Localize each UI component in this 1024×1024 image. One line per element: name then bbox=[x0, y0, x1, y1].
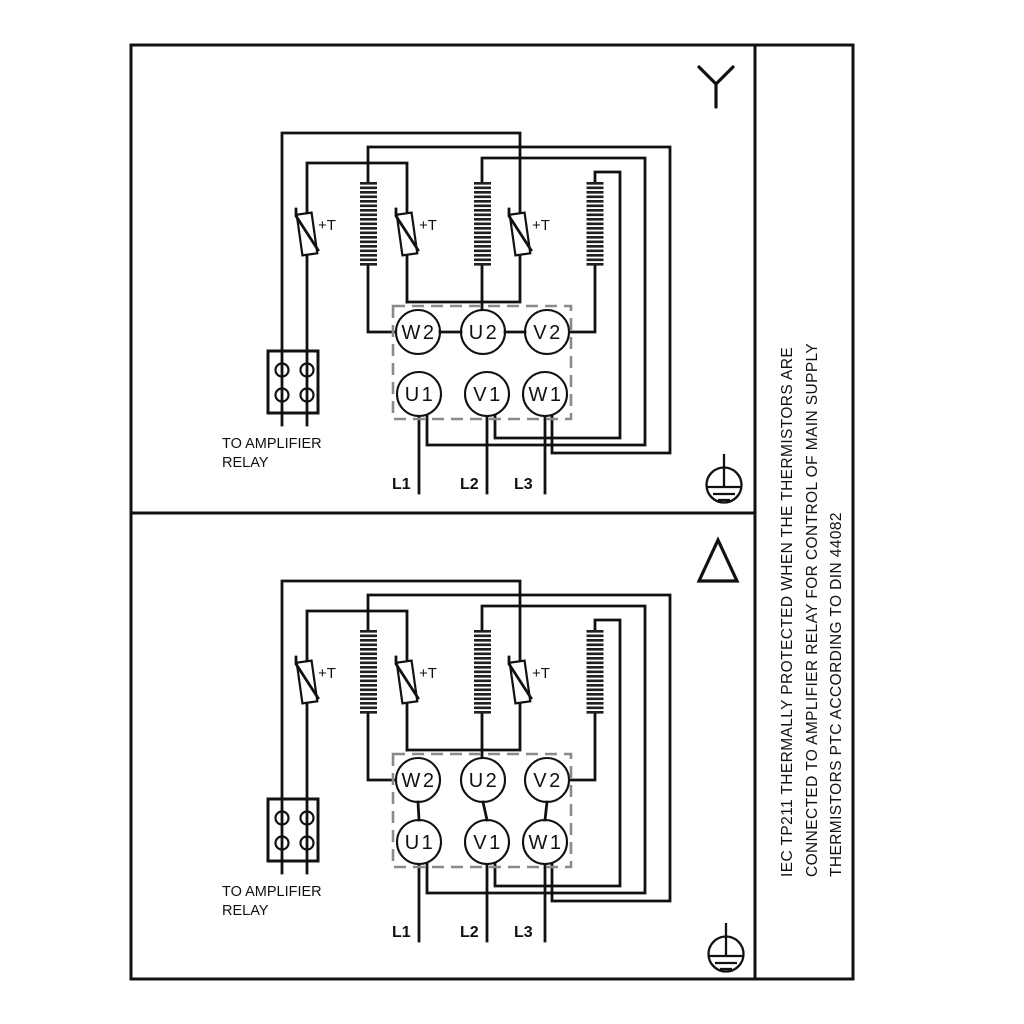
thermistor-symbol bbox=[509, 657, 550, 703]
supply-label-l2: L2 bbox=[460, 924, 479, 941]
delta-circuit bbox=[222, 581, 670, 941]
delta-supply-labels bbox=[392, 924, 533, 941]
terminal-label-w1: W1 bbox=[528, 832, 564, 854]
relay-terminal-box bbox=[268, 351, 318, 413]
thermistor-symbol bbox=[296, 657, 336, 703]
delta-thermistors bbox=[296, 657, 550, 703]
terminal-label-w1: W1 bbox=[528, 384, 564, 406]
wire-thermistor1-to-thermistor2-top bbox=[307, 163, 407, 215]
terminal-label-v1: V1 bbox=[473, 832, 503, 854]
terminal-label-u2: U2 bbox=[468, 770, 500, 792]
star-thermistors bbox=[296, 209, 550, 255]
supply-label-l3: L3 bbox=[514, 476, 533, 493]
terminal-label-v2: V2 bbox=[533, 322, 563, 344]
delta-connection-icon bbox=[699, 540, 737, 581]
thermistor-label: +T bbox=[532, 665, 550, 682]
wire-coil3-to-v2 bbox=[569, 714, 595, 780]
panel-delta bbox=[222, 540, 744, 972]
wire-thermistor3-to-thermistor2 bbox=[407, 253, 520, 302]
relay-caption-line1: TO AMPLIFIER bbox=[222, 436, 322, 452]
earth-ground-icon bbox=[708, 923, 744, 972]
terminal-label-u1: U1 bbox=[404, 832, 436, 854]
delta-terminal-block bbox=[393, 754, 571, 867]
supply-label-l1: L1 bbox=[392, 924, 411, 941]
wire-coil1-to-w2 bbox=[368, 266, 396, 332]
thermistor-symbol bbox=[396, 209, 437, 255]
panel-star bbox=[222, 67, 742, 503]
delta-link-w2-u1 bbox=[418, 802, 419, 820]
terminal-label-w2: W2 bbox=[401, 770, 437, 792]
relay-terminal-box bbox=[268, 799, 318, 861]
relay-caption-line2: RELAY bbox=[222, 455, 269, 471]
terminal-label-v2: V2 bbox=[533, 770, 563, 792]
star-terminal-block bbox=[393, 306, 571, 419]
earth-ground-icon bbox=[706, 454, 742, 503]
thermistor-symbol bbox=[296, 209, 336, 255]
delta-link-v2-w1 bbox=[545, 802, 547, 820]
thermistor-symbol bbox=[509, 209, 550, 255]
star-supply-labels bbox=[392, 476, 533, 493]
wire-thermistor3-to-thermistor2 bbox=[407, 701, 520, 750]
supply-label-l3: L3 bbox=[514, 924, 533, 941]
terminal-label-u2: U2 bbox=[468, 322, 500, 344]
side-note-line3: THERMISTORS PTC ACCORDING TO DIN 44082 bbox=[828, 512, 845, 877]
terminal-label-v1: V1 bbox=[473, 384, 503, 406]
thermistor-label: +T bbox=[318, 217, 336, 234]
relay-caption-line2: RELAY bbox=[222, 903, 269, 919]
thermistor-label: +T bbox=[419, 217, 437, 234]
relay-caption-line1: TO AMPLIFIER bbox=[222, 884, 322, 900]
delta-link-u2-v1 bbox=[483, 802, 487, 820]
thermistor-label: +T bbox=[532, 217, 550, 234]
thermistor-label: +T bbox=[318, 665, 336, 682]
terminal-label-w2: W2 bbox=[401, 322, 437, 344]
supply-label-l1: L1 bbox=[392, 476, 411, 493]
wire-thermistor1-to-thermistor2-top bbox=[307, 611, 407, 663]
side-note-line2: CONNECTED TO AMPLIFIER RELAY FOR CONTROL OF MAIN SUPPLY bbox=[804, 342, 821, 877]
thermistor-symbol bbox=[396, 657, 437, 703]
side-note bbox=[779, 343, 845, 877]
terminal-label-u1: U1 bbox=[404, 384, 436, 406]
wire-coil1-to-w2 bbox=[368, 714, 396, 780]
star-connection-icon bbox=[699, 67, 733, 107]
side-note-line1: IEC TP211 THERMALLY PROTECTED WHEN THE THERMISTORS ARE bbox=[779, 346, 796, 877]
thermistor-label: +T bbox=[419, 665, 437, 682]
wire-coil3-to-v2 bbox=[569, 266, 595, 332]
star-circuit bbox=[222, 133, 670, 493]
supply-label-l2: L2 bbox=[460, 476, 479, 493]
